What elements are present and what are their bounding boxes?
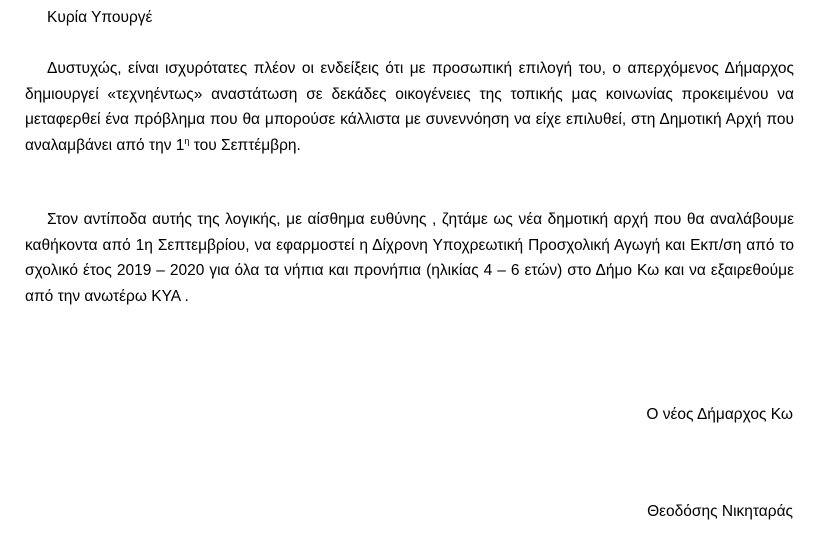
paragraph-1-text: Δυστυχώς, είναι ισχυρότατες πλέον οι ενδείξεις ότι με προσωπική επιλογή του, ο απερχόμενος Δήμαρχος δημιουργεί «τεχνηέντως» αναστάτωση σε δεκάδες οικογένειες της τοπικής μας κοινωνίας προκειμένου να μεταφερθεί ένα πρόβλημα που θα μπορούσε κάλλιστα με συνεννόηση να είχε επιλυθεί, στη Δημοτική Αρχή που αναλαμβάνει από την 1 (25, 60, 794, 154)
paragraph-2: Στον αντίποδα αυτής της λογικής, με αίσθημα ευθύνης , ζητάμε ως νέα δημοτική αρχή που θα αναλάβουμε καθήκοντα από 1η Σεπτεμβρίου, να εφαρμοστεί η Δίχρονη Υποχρεωτική Προσχολική Αγωγή και Εκπ/ση από το σχολικό έτος 2019 – 2020 για όλα τα νήπια και προνήπια (ηλικίας 4 – 6 ετών) στο Δήμο Κω και να εξαιρεθούμε από την ανωτέρω ΚΥΑ . (25, 211, 794, 305)
salutation: Κυρία Υπουργέ (47, 9, 153, 26)
signature-name: Θεοδόσης Νικηταράς (647, 503, 793, 520)
closing-title: Ο νέος Δήμαρχος Κω (646, 406, 793, 423)
paragraph-1 (25, 56, 794, 158)
ordinal-superscript: η (184, 135, 190, 146)
paragraph-1-end: του Σεπτέμβρη. (189, 136, 301, 154)
